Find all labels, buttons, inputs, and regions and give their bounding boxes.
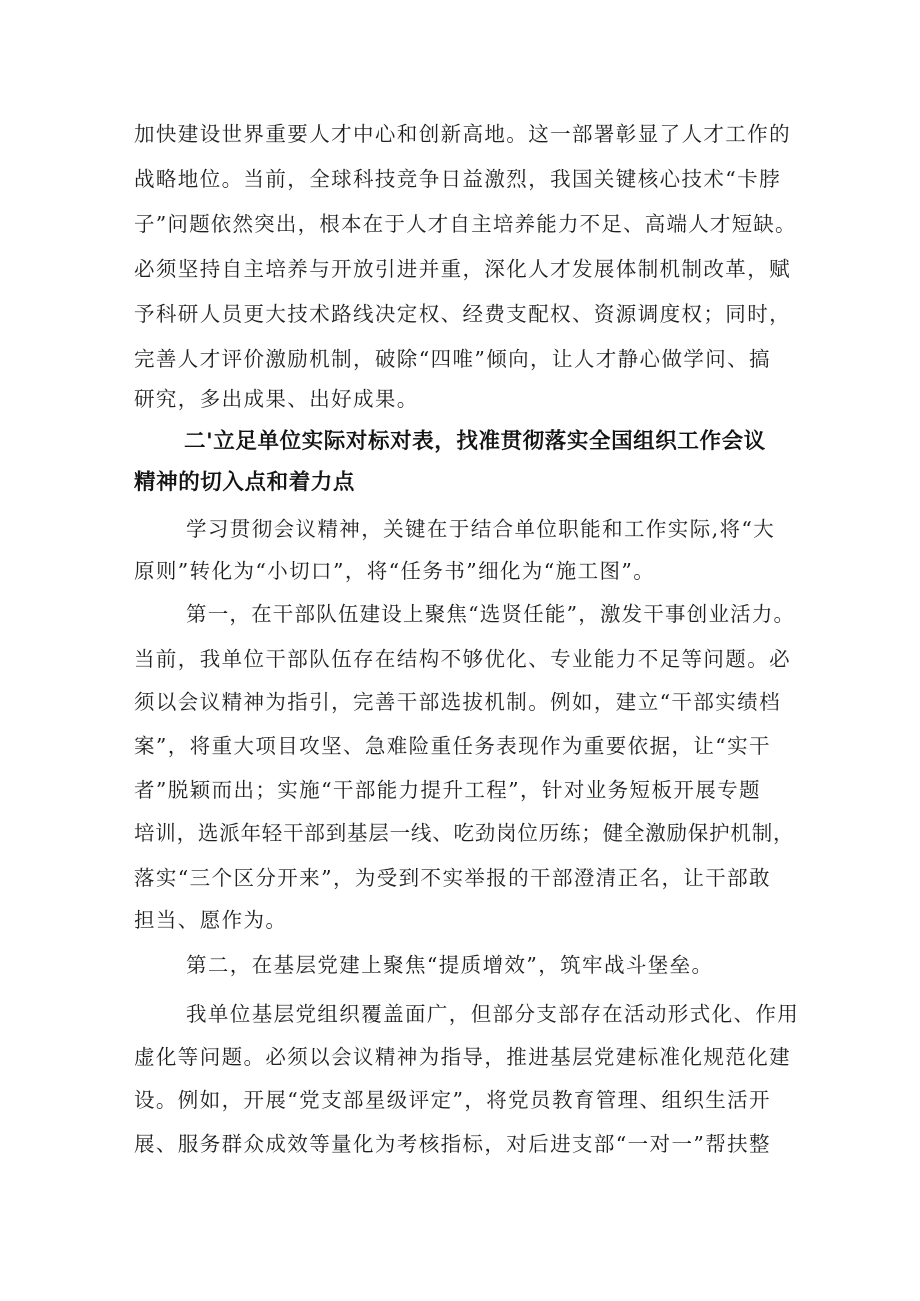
body-text-line: 第一，在干部队伍建设上聚焦“选贤任能”，激发干事创业活力。	[186, 602, 796, 626]
body-text-line: 第二，在基层党建上聚焦“提质增效”，筑牢战斗堡垒。	[186, 953, 714, 977]
body-text-line: 研究，多出成果、出好成果。	[134, 387, 419, 411]
body-text-line: 战略地位。当前，全球科技竞争日益激烈，我国关键核心技术“卡脖	[134, 167, 781, 191]
body-text-line: 学习贯彻会议精神，关键在于结合单位职能和工作实际,将“大	[186, 517, 776, 541]
body-text-line: 者”脱颖而出；实施“干部能力提升工程”，针对业务短板开展专题	[134, 778, 761, 802]
body-text-line: 培训，选派年轻干部到基层一线、吃劲岗位历练；健全激励保护机制，	[134, 821, 795, 845]
body-text-line: 予科研人员更大技术路线决定权、经费支配权、资源调度权；同时，	[134, 302, 791, 326]
body-text-line: 虚化等问题。必须以会议精神为指导，推进基层党建标准化规范化建	[134, 1045, 791, 1069]
body-text-line: 当前，我单位干部队伍存在结构不够优化、专业能力不足等问题。必	[134, 647, 791, 671]
body-text-line: 加快建设世界重要人才中心和创新高地。这一部署彰显了人才工作的	[134, 122, 791, 146]
body-text-line: 案”，将重大项目攻坚、急难险重任务表现作为重要依据，让“实干	[134, 734, 771, 758]
body-text-line: 展、服务群众成效等量化为考核指标，对后进支部“一对一”帮扶整	[134, 1132, 771, 1156]
body-text-line: 必须坚持自主培养与开放引进并重，深化人才发展体制机制改革，赋	[134, 257, 791, 281]
body-text-line: 担当、愿作为。	[134, 908, 288, 932]
body-text-line: 完善人才评价激励机制，破除“四唯”倾向，让人才静心做学问、搞	[134, 347, 771, 371]
body-text-line: 原则”转化为“小切口”，将“任务书”细化为“施工图”。	[134, 559, 656, 583]
body-text-line: 我单位基层党组织覆盖面广，但部分支部存在活动形式化、作用	[186, 1002, 800, 1026]
section-heading-line: 精神的切入点和着力点	[134, 470, 356, 495]
section-heading-line: 二'立足单位实际对标对表，找准贯彻落实全国组织工作会议	[184, 429, 766, 454]
body-text-line: 子”问题依然突出，根本在于人才自主培养能力不足、高端人才短缺。	[134, 212, 797, 236]
body-text-line: 须以会议精神为指引，完善干部选拔机制。例如，建立“干部实绩档	[134, 690, 781, 714]
body-text-line: 落实“三个区分开来”，为受到不实举报的干部澄清正名，让干部敢	[134, 866, 771, 890]
body-text-line: 设。例如，开展“党支部星级评定”，将党员教育管理、组织生活开	[134, 1088, 771, 1112]
